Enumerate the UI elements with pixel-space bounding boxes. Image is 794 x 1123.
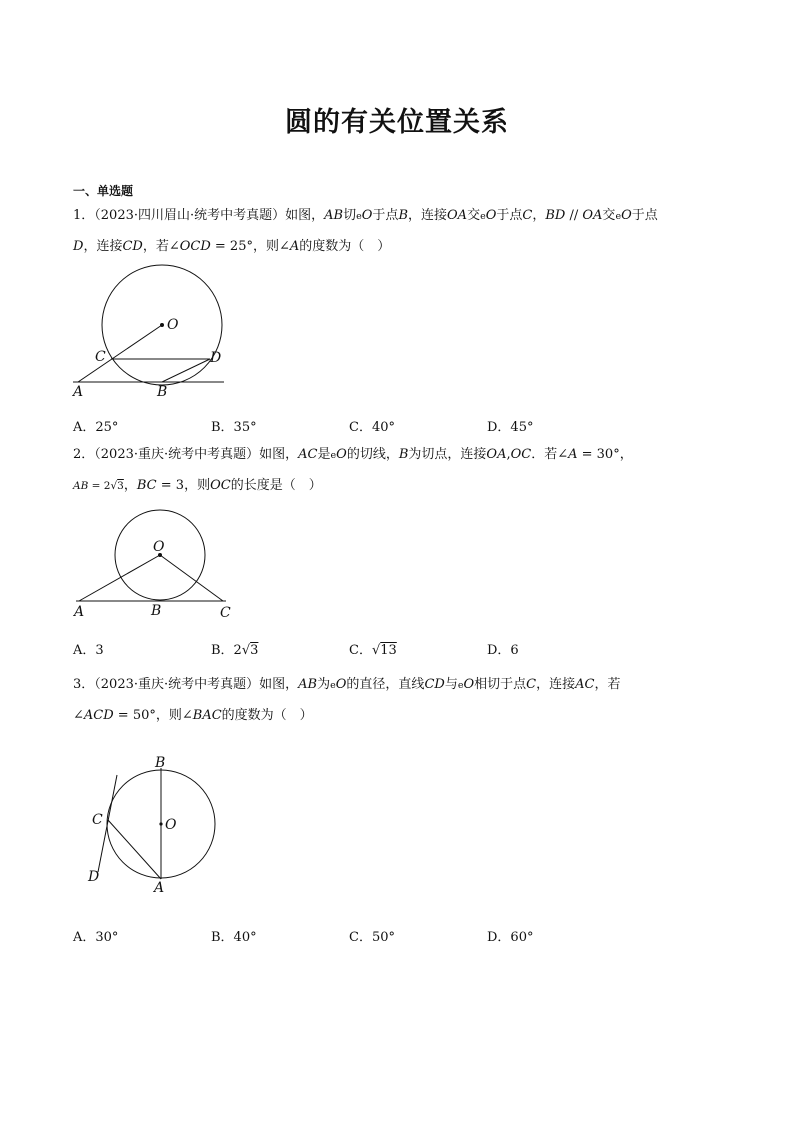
text: 与 <box>444 677 458 692</box>
label-c: C <box>220 605 231 621</box>
math: = 25° <box>210 239 253 254</box>
math: ∠ACD <box>73 708 114 723</box>
option-d: D．6 <box>487 643 519 658</box>
option-c: C．40° <box>349 420 395 435</box>
option-a: A．30° <box>73 930 119 945</box>
text: ，则 <box>155 708 182 723</box>
circle-symbol: e <box>356 211 362 222</box>
math: 3 <box>117 480 124 492</box>
option-b: B．40° <box>211 930 257 945</box>
math: O <box>485 208 497 223</box>
math: = 50° <box>113 708 156 723</box>
option-a: A．25° <box>73 420 119 435</box>
text: 的度数为（ ） <box>299 239 391 254</box>
sqrt-symbol: √ <box>241 643 251 658</box>
math: OA <box>486 447 507 462</box>
label-d: D <box>88 869 100 885</box>
math: ∠A <box>557 447 578 462</box>
segment-ac <box>108 820 161 879</box>
label-c: C <box>92 812 103 828</box>
text: ．若 <box>531 447 558 462</box>
text: 于点 <box>372 208 399 223</box>
label-o: O <box>167 317 179 333</box>
math: B <box>398 447 409 462</box>
text: ，连接 <box>408 208 448 223</box>
math: O <box>621 208 632 223</box>
text: ，则 <box>252 239 279 254</box>
math: O <box>361 208 373 223</box>
math: AB <box>324 208 344 223</box>
parallel-symbol: // <box>565 208 583 223</box>
text: 交 <box>467 208 481 223</box>
math: ∠BAC <box>181 708 222 723</box>
text: ， <box>532 208 546 223</box>
label-b: B <box>157 384 168 400</box>
math: 3 <box>250 643 259 658</box>
question-source: （2023·重庆·统考中考真题） <box>94 447 260 462</box>
circle-symbol: e <box>480 211 486 222</box>
text: 相切于点 <box>474 677 527 692</box>
option-label: B．2 <box>211 643 242 658</box>
label-o: O <box>165 817 177 833</box>
math: C <box>522 208 533 223</box>
math: = 30° <box>577 447 620 462</box>
math: AC <box>575 677 595 692</box>
math: BC <box>136 478 157 493</box>
label-b: B <box>155 755 166 771</box>
label-d: D <box>210 350 222 366</box>
text: ，连接 <box>83 239 123 254</box>
math: D <box>73 239 84 254</box>
center-point <box>159 822 162 825</box>
math: = 3 <box>156 478 185 493</box>
math: OC <box>510 447 532 462</box>
sqrt-symbol: √ <box>371 643 381 658</box>
label-a: A <box>73 384 84 400</box>
text: 为 <box>317 677 331 692</box>
text: 的切线， <box>346 447 399 462</box>
text: 的度数为（ ） <box>221 708 313 723</box>
page-title: 圆的有关位置关系 <box>285 107 509 138</box>
circle-symbol: e <box>330 450 337 461</box>
option-d: D．45° <box>487 420 534 435</box>
text: 于点 <box>631 208 658 223</box>
math: AC <box>298 447 318 462</box>
circle-symbol: e <box>615 211 622 222</box>
text: ，连接 <box>536 677 576 692</box>
label-b: B <box>151 603 162 619</box>
label-o: O <box>153 539 165 555</box>
math: OC <box>210 478 231 493</box>
section-heading: 一、单选题 <box>73 184 134 198</box>
math: = 2 <box>88 480 111 492</box>
text: 为切点，连接 <box>408 447 487 462</box>
text: ， <box>123 478 137 493</box>
math: ∠A <box>278 239 300 254</box>
math: BD <box>545 208 566 223</box>
text: ，则 <box>184 478 211 493</box>
question-source: （2023·重庆·统考中考真题） <box>94 677 260 692</box>
math: 13 <box>380 643 397 658</box>
option-c: C．50° <box>349 930 395 945</box>
math: C <box>526 677 537 692</box>
text: 如图， <box>259 677 299 692</box>
text: 的直径，直线 <box>346 677 425 692</box>
math: OA <box>447 208 468 223</box>
text: 切 <box>343 208 357 223</box>
math: O <box>335 677 347 692</box>
math: AB <box>298 677 318 692</box>
question-number: 2． <box>73 447 95 462</box>
label-a: A <box>154 880 165 896</box>
label-c: C <box>95 349 106 365</box>
sqrt-symbol: √ <box>110 480 118 492</box>
circle-symbol: e <box>330 680 336 691</box>
text: 是 <box>317 447 331 462</box>
text: , <box>506 447 511 462</box>
option-d: D．60° <box>487 930 534 945</box>
math: ∠OCD <box>168 239 211 254</box>
text: 如图， <box>259 447 299 462</box>
question-number: 3． <box>73 677 95 692</box>
text: 如图， <box>285 208 325 223</box>
math: AB <box>73 480 89 492</box>
text: 交 <box>602 208 616 223</box>
math: O <box>336 447 347 462</box>
math: CD <box>424 677 445 692</box>
option-label: C． <box>349 643 372 658</box>
question-source: （2023·四川眉山·统考中考真题） <box>94 208 286 223</box>
question-number: 1． <box>73 208 95 223</box>
text: ，若 <box>594 677 621 692</box>
label-a: A <box>74 604 85 620</box>
text: 于点 <box>496 208 523 223</box>
math: O <box>463 677 475 692</box>
math: B <box>398 208 408 223</box>
circle-symbol: e <box>457 680 464 691</box>
text: ， <box>619 447 633 462</box>
math: CD <box>122 239 143 254</box>
text: 的长度是（ ） <box>230 478 322 493</box>
math: OA <box>582 208 603 223</box>
option-a: A．3 <box>73 643 104 658</box>
text: ，若 <box>142 239 169 254</box>
option-b: B．35° <box>211 420 257 435</box>
